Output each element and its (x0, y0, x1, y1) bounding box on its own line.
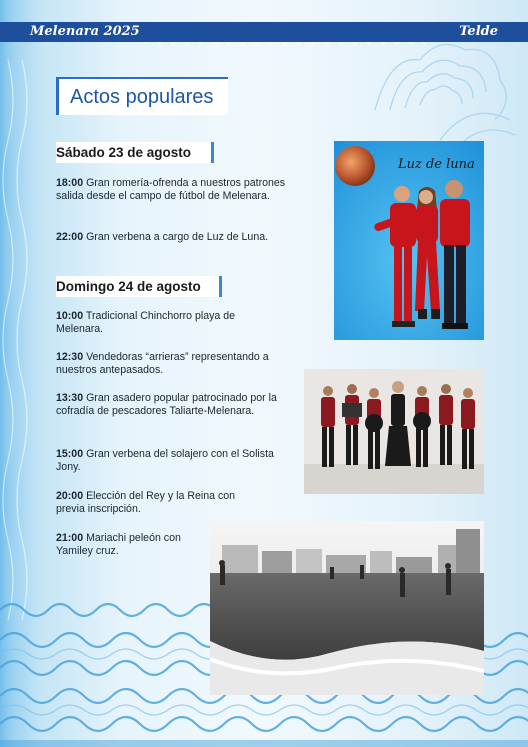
day-heading-sabado: Sábado 23 de agosto (56, 142, 214, 163)
section-title: Actos populares (70, 86, 214, 108)
section-title-box (56, 77, 228, 115)
event-time: 21:00 (56, 532, 84, 544)
event-time: 12:30 (56, 351, 84, 363)
event-time: 13:30 (56, 392, 84, 404)
event-item (56, 490, 266, 516)
event-item (56, 231, 306, 244)
band-logo-text: Luz de luna (398, 157, 475, 172)
event-time: 22:00 (56, 231, 84, 243)
event-text: Gran romería-ofrenda a nuestros patrones salida desde el campo de fútbol de Melenara. (56, 177, 286, 202)
event-item (56, 448, 278, 474)
event-time: 10:00 (56, 310, 84, 322)
event-text: Mariachi peleón con Yamiley cruz. (56, 532, 181, 557)
event-text: Elección del Rey y la Reina con previa inscripción. (56, 490, 236, 515)
event-item (56, 310, 271, 336)
header-left-title: Melenara 2025 (30, 24, 140, 39)
historic-beach-photo (210, 521, 484, 695)
header-bar (0, 22, 528, 42)
moon-icon (335, 146, 375, 186)
event-time: 20:00 (56, 490, 84, 502)
event-text: Tradicional Chinchorro playa de Melenara. (56, 310, 236, 335)
event-time: 18:00 (56, 177, 84, 189)
event-time: 15:00 (56, 448, 84, 460)
mariachi-photo (304, 369, 484, 494)
event-item (56, 392, 288, 418)
event-text: Gran verbena del solajero con el Solista Jony. (56, 448, 274, 473)
band-photo (334, 141, 484, 340)
event-text: Gran verbena a cargo de Luz de Luna. (86, 231, 269, 243)
event-item (56, 532, 206, 558)
header-right-title: Telde (459, 24, 498, 39)
event-item (56, 351, 301, 377)
event-text: Gran asadero popular patrocinado por la cofradía de pescadores Taliarte-Melenara. (56, 392, 277, 417)
day-heading-domingo: Domingo 24 de agosto (56, 276, 222, 297)
event-text: Vendedoras “arrieras” representando a nuestros antepasados. (56, 351, 269, 376)
event-item (56, 177, 306, 203)
